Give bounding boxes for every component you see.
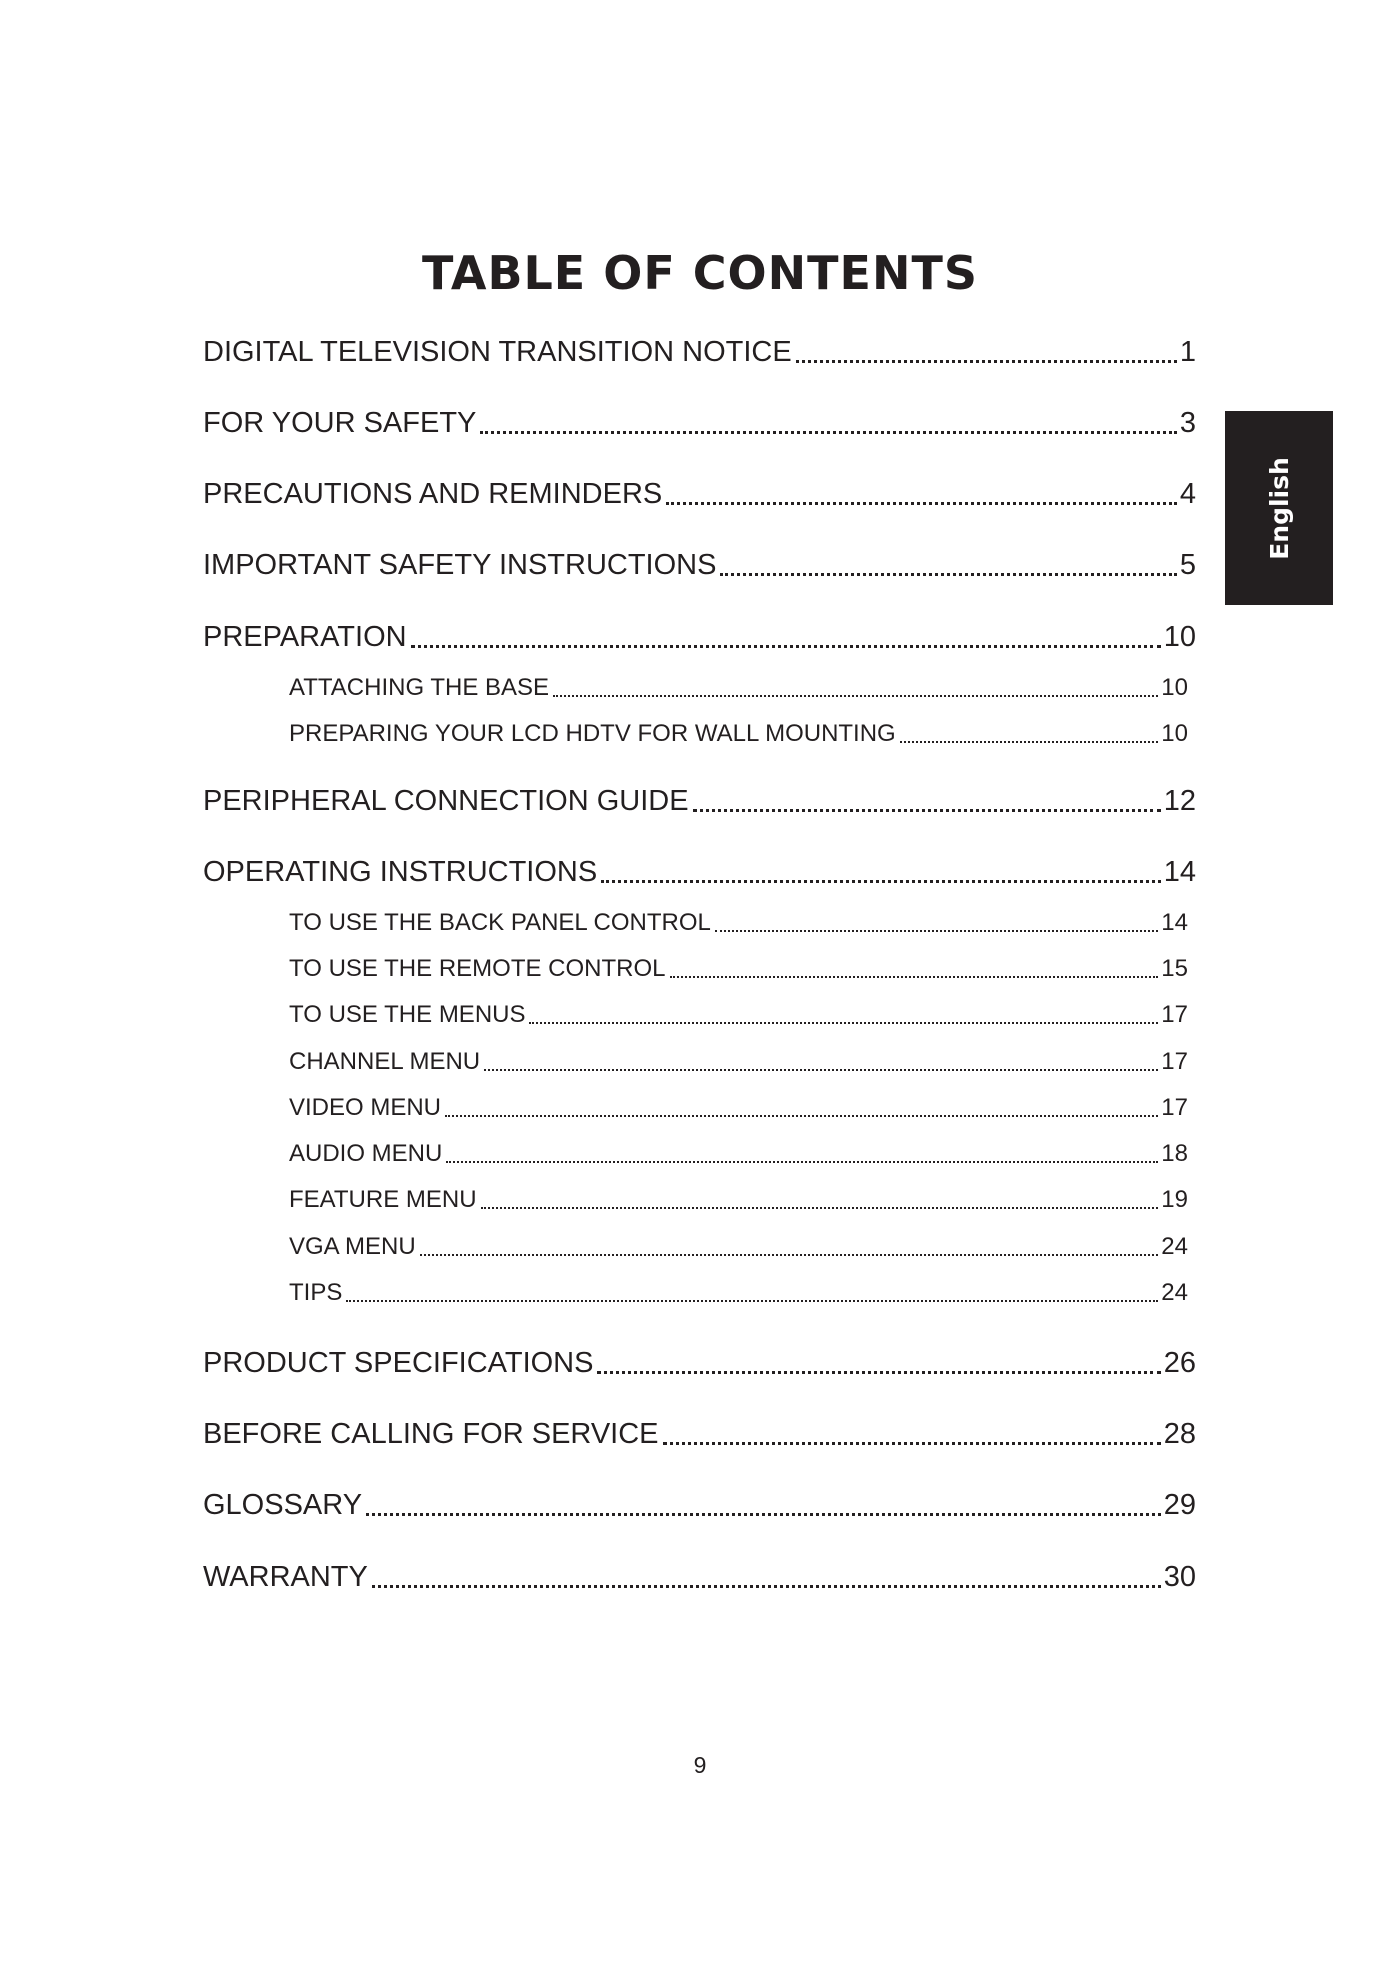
dot-leader: [553, 695, 1158, 697]
toc-entry-label: IMPORTANT SAFETY INSTRUCTIONS: [203, 549, 717, 581]
toc-entry-page: 3: [1179, 407, 1196, 439]
toc-entry-page: 24: [1161, 1233, 1188, 1260]
toc-entry-label: VGA MENU: [289, 1233, 416, 1260]
toc-entry-precautions-and-reminders[interactable]: [203, 474, 1196, 514]
toc-entry-label: AUDIO MENU: [289, 1140, 443, 1167]
toc-entry-page: 28: [1163, 1418, 1196, 1450]
dot-leader: [481, 1207, 1159, 1209]
toc-entry-page: 17: [1161, 1094, 1188, 1121]
toc-subentry-attaching-the-base[interactable]: [289, 671, 1188, 705]
toc-subentry-feature-menu[interactable]: [289, 1183, 1188, 1217]
toc-entry-label: TO USE THE REMOTE CONTROL: [289, 955, 666, 982]
toc-subentry-tips[interactable]: [289, 1276, 1188, 1310]
toc-subentry-video-menu[interactable]: [289, 1091, 1188, 1125]
toc-subentry-back-panel-control[interactable]: [289, 906, 1188, 940]
dot-leader: [666, 502, 1177, 505]
dot-leader: [693, 809, 1161, 812]
dot-leader: [601, 880, 1161, 883]
toc-entry-operating-instructions[interactable]: [203, 852, 1196, 892]
dot-leader: [420, 1254, 1159, 1256]
toc-entry-page: 18: [1161, 1140, 1188, 1167]
dot-leader: [445, 1115, 1158, 1117]
language-tab: [1225, 411, 1333, 605]
dot-leader: [480, 431, 1176, 434]
toc-entry-label: TO USE THE MENUS: [289, 1001, 526, 1028]
toc-entry-label: DIGITAL TELEVISION TRANSITION NOTICE: [203, 336, 792, 368]
toc-entry-page: 15: [1161, 955, 1188, 982]
toc-entry-peripheral-connection-guide[interactable]: [203, 781, 1196, 821]
toc-entry-important-safety-instructions[interactable]: [203, 545, 1196, 585]
toc-entry-label: BEFORE CALLING FOR SERVICE: [203, 1418, 659, 1450]
toc-entry-label: CHANNEL MENU: [289, 1048, 481, 1075]
dot-leader: [529, 1022, 1158, 1024]
toc-entry-page: 30: [1163, 1561, 1196, 1593]
toc-entry-label: VIDEO MENU: [289, 1094, 442, 1121]
toc-entry-glossary[interactable]: [203, 1485, 1196, 1525]
toc-entry-label: PRECAUTIONS AND REMINDERS: [203, 478, 663, 510]
page-title: TABLE OF CONTENTS: [422, 246, 978, 300]
toc-subentry-use-the-menus[interactable]: [289, 998, 1188, 1032]
toc-entry-page: 10: [1161, 674, 1188, 701]
toc-subentry-vga-menu[interactable]: [289, 1230, 1188, 1264]
toc-entry-label: PREPARATION: [203, 621, 407, 653]
toc-entry-label: TIPS: [289, 1279, 343, 1306]
dot-leader: [796, 360, 1177, 363]
toc-entry-before-calling-for-service[interactable]: [203, 1414, 1196, 1454]
toc-entry-page: 10: [1163, 621, 1196, 653]
toc-entry-label: GLOSSARY: [203, 1489, 363, 1521]
toc-entry-label: FOR YOUR SAFETY: [203, 407, 477, 439]
toc-entry-label: OPERATING INSTRUCTIONS: [203, 856, 598, 888]
toc-entry-label: PERIPHERAL CONNECTION GUIDE: [203, 785, 689, 817]
toc-entry-page: 14: [1161, 909, 1188, 936]
toc-entry-warranty[interactable]: [203, 1557, 1196, 1597]
dot-leader: [597, 1371, 1160, 1374]
toc-subentry-wall-mounting[interactable]: [289, 717, 1188, 751]
toc-entry-page: 14: [1163, 856, 1196, 888]
toc-subentry-remote-control[interactable]: [289, 952, 1188, 986]
toc-entry-product-specifications[interactable]: [203, 1343, 1196, 1383]
toc-entry-digital-tv-transition-notice[interactable]: [203, 332, 1196, 372]
toc-entry-label: WARRANTY: [203, 1561, 368, 1593]
dot-leader: [900, 741, 1159, 743]
dot-leader: [484, 1069, 1158, 1071]
toc-entry-label: TO USE THE BACK PANEL CONTROL: [289, 909, 711, 936]
toc-entry-page: 17: [1161, 1048, 1188, 1075]
toc-entry-page: 10: [1161, 720, 1188, 747]
toc-entry-page: 24: [1161, 1279, 1188, 1306]
toc-entry-page: 4: [1179, 478, 1196, 510]
toc-entry-page: 12: [1163, 785, 1196, 817]
dot-leader: [663, 1442, 1161, 1445]
dot-leader: [670, 976, 1159, 978]
toc-entry-preparation[interactable]: [203, 617, 1196, 657]
toc-entry-for-your-safety[interactable]: [203, 403, 1196, 443]
toc-subentry-channel-menu[interactable]: [289, 1045, 1188, 1079]
toc-entry-page: 5: [1179, 549, 1196, 581]
language-tab-label: English: [1264, 456, 1294, 560]
toc-entry-page: 1: [1179, 336, 1196, 368]
toc-entry-label: PRODUCT SPECIFICATIONS: [203, 1347, 594, 1379]
dot-leader: [446, 1161, 1158, 1163]
toc-entry-page: 29: [1163, 1489, 1196, 1521]
dot-leader: [372, 1585, 1161, 1588]
toc-entry-label: ATTACHING THE BASE: [289, 674, 550, 701]
dot-leader: [366, 1513, 1161, 1516]
toc-entry-label: FEATURE MENU: [289, 1186, 477, 1213]
dot-leader: [715, 930, 1158, 932]
toc-entry-page: 26: [1163, 1347, 1196, 1379]
toc-entry-page: 17: [1161, 1001, 1188, 1028]
toc-entry-page: 19: [1161, 1186, 1188, 1213]
dot-leader: [346, 1300, 1158, 1302]
dot-leader: [411, 645, 1161, 648]
page-number: 9: [693, 1752, 707, 1778]
dot-leader: [720, 573, 1176, 576]
toc-entry-label: PREPARING YOUR LCD HDTV FOR WALL MOUNTING: [289, 720, 896, 747]
toc-subentry-audio-menu[interactable]: [289, 1137, 1188, 1171]
